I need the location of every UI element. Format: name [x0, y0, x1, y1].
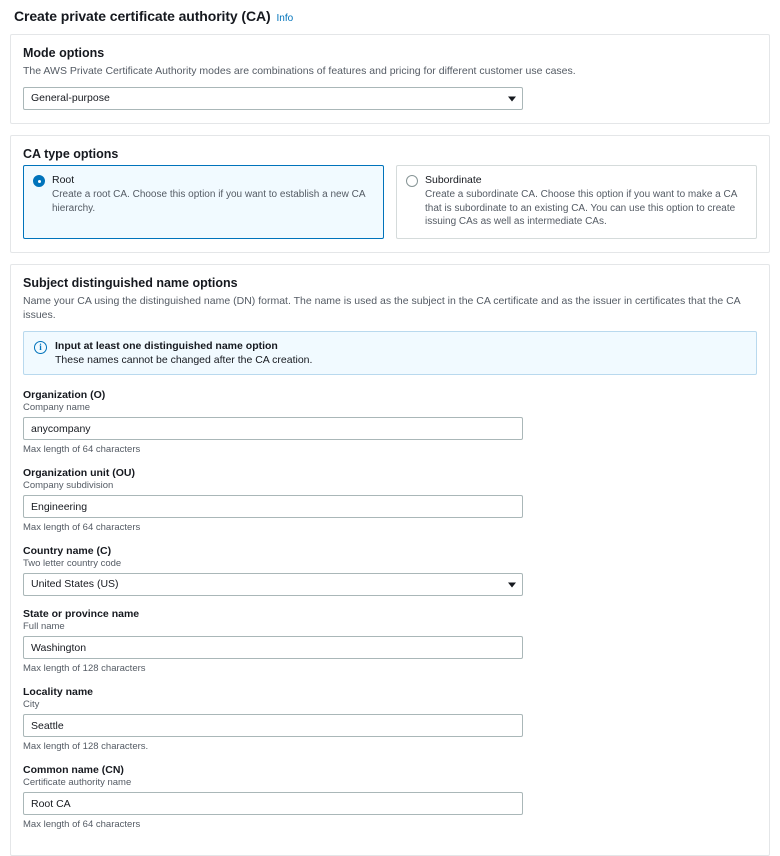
- field-state-province-sub: Full name: [23, 621, 65, 633]
- field-locality-name: [23, 686, 757, 752]
- alert-title: Input at least one distinguished name option: [55, 340, 278, 353]
- field-country-name-label: Country name (C): [23, 545, 112, 558]
- field-locality-name-hint: Max length of 128 characters.: [23, 741, 149, 753]
- mode-options-card: [10, 34, 770, 124]
- alert-body: [55, 340, 312, 366]
- field-country-name-sub: Two letter country code: [23, 558, 122, 570]
- mode-select-wrapper: [23, 87, 523, 110]
- page-title: Create private certificate authority (CA): [14, 8, 271, 24]
- field-state-province-hint: Max length of 128 characters: [23, 663, 146, 675]
- country-select[interactable]: United States (US): [23, 573, 523, 596]
- info-icon: i: [34, 341, 47, 354]
- field-organization-unit-label: Organization unit (OU): [23, 467, 135, 480]
- mode-options-title: Mode options: [23, 46, 105, 60]
- subject-dn-description: Name your CA using the distinguished name (DN) format. The name is used as the subject in the CA certificate and as the issuer in certificates that the CA issues.: [23, 294, 741, 321]
- field-organization-label: Organization (O): [23, 389, 106, 402]
- field-locality-name-sub: City: [23, 699, 40, 711]
- state-province-input[interactable]: [23, 636, 523, 659]
- field-country-name: [23, 545, 757, 596]
- ca-type-root-body: [52, 174, 374, 215]
- field-organization-unit-hint: Max length of 64 characters: [23, 522, 141, 534]
- field-organization-unit-sub: Company subdivision: [23, 480, 114, 492]
- ca-type-subordinate-description: Create a subordinate CA. Choose this option if you want to make a CA that is subordinate to an existing CA. You can use this option to create issuing CAs as well as intermediate CAs.: [425, 189, 737, 228]
- mode-options-description: The AWS Private Certificate Authority modes are combinations of features and pricing for different customer use cases.: [23, 65, 576, 77]
- page-header: [0, 0, 780, 34]
- ca-type-options-card: [10, 135, 770, 253]
- ca-type-option-subordinate[interactable]: [396, 165, 757, 239]
- ca-type-options-title: CA type options: [23, 147, 119, 162]
- ca-type-option-root[interactable]: [23, 165, 384, 239]
- subject-dn-alert: [23, 331, 757, 375]
- common-name-input[interactable]: [23, 792, 523, 815]
- ca-type-tiles: [23, 165, 757, 239]
- subject-dn-title: Subject distinguished name options: [23, 275, 238, 290]
- field-common-name: [23, 764, 757, 830]
- ca-type-subordinate-label: Subordinate: [425, 174, 482, 187]
- mode-select[interactable]: General-purpose: [23, 87, 523, 110]
- organization-unit-input[interactable]: [23, 495, 523, 518]
- radio-icon-root[interactable]: [33, 175, 45, 187]
- ca-type-subordinate-body: [425, 174, 747, 229]
- field-state-province-label: State or province name: [23, 608, 140, 621]
- ca-type-root-label: Root: [52, 174, 75, 187]
- ca-type-root-description: Create a root CA. Choose this option if you want to establish a new CA hierarchy.: [52, 189, 365, 214]
- field-organization: [23, 389, 757, 455]
- field-common-name-label: Common name (CN): [23, 764, 124, 777]
- country-select-wrapper: [23, 573, 523, 596]
- field-locality-name-label: Locality name: [23, 686, 94, 699]
- info-link[interactable]: Info: [276, 13, 294, 24]
- field-common-name-hint: Max length of 64 characters: [23, 819, 141, 831]
- locality-name-input[interactable]: [23, 714, 523, 737]
- organization-input[interactable]: [23, 417, 523, 440]
- field-organization-hint: Max length of 64 characters: [23, 444, 141, 456]
- subject-dn-card: [10, 264, 770, 856]
- alert-text: These names cannot be changed after the CA creation.: [55, 354, 313, 367]
- field-state-province: [23, 608, 757, 674]
- field-common-name-sub: Certificate authority name: [23, 777, 132, 789]
- radio-icon-subordinate[interactable]: [406, 175, 418, 187]
- field-organization-sub: Company name: [23, 402, 91, 414]
- field-organization-unit: [23, 467, 757, 533]
